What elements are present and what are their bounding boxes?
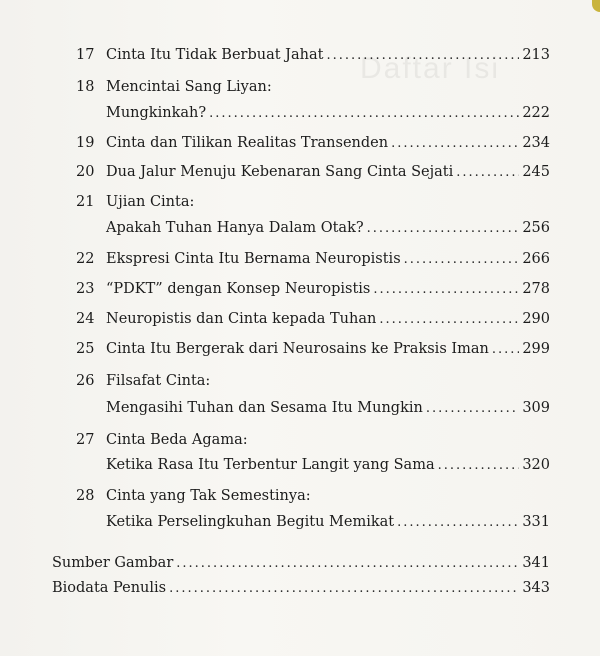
dot-leader [492,340,519,360]
toc-entry-line[interactable] [106,512,550,533]
page-corner-mark [592,0,600,12]
entry-title: Mungkinkah? [106,105,207,121]
entry-number: 21 [76,194,95,210]
toc-entry-line[interactable] [106,398,550,419]
toc-entry-line[interactable] [106,103,550,124]
entry-number: 28 [76,488,95,504]
entry-number: 22 [76,251,95,267]
toc-entry-line[interactable] [106,339,550,360]
entry-title: Sumber Gambar [52,555,174,571]
page-number: 331 [522,514,550,530]
entry-title: Cinta Beda Agama: [106,432,248,448]
page-number: 341 [522,555,550,571]
entry-number: 20 [76,164,95,180]
page-number: 256 [522,220,550,236]
page-number: 245 [522,164,550,180]
dot-leader [176,554,519,574]
page-number: 290 [522,311,550,327]
dot-leader [379,310,519,330]
page-number: 299 [522,341,550,357]
dot-leader [367,219,520,239]
dot-leader [438,456,520,476]
dot-leader [404,250,520,270]
entry-number: 26 [76,373,95,389]
entry-title: “PDKT” dengan Konsep Neuropistis [106,281,371,297]
entry-title: Cinta yang Tak Semestinya: [106,488,311,504]
entry-title: Ekspresi Cinta Itu Bernama Neuropistis [106,251,401,267]
entry-title: Neuropistis dan Cinta kepada Tuhan [106,311,377,327]
dot-leader [397,513,519,533]
dot-leader [373,280,519,300]
toc-entry-line[interactable] [106,249,550,270]
entry-title: Cinta dan Tilikan Realitas Transenden [106,135,389,151]
page-number: 266 [522,251,550,267]
dot-leader [169,579,519,599]
entry-title: Dua Jalur Menuju Kebenaran Sang Cinta Sejati [106,164,454,180]
entry-title: Biodata Penulis [52,580,167,596]
entry-number: 19 [76,135,95,151]
toc-entry-line[interactable] [106,455,550,476]
toc-entry-line[interactable] [106,218,550,239]
entry-number: 23 [76,281,95,297]
toc-backmatter-line[interactable] [52,578,550,599]
entry-title: Cinta Itu Tidak Berbuat Jahat [106,47,324,63]
page-number: 343 [522,580,550,596]
entry-number: 25 [76,341,95,357]
dot-leader [456,163,519,183]
entry-title: Ketika Rasa Itu Terbentur Langit yang Sama [106,457,435,473]
page-number: 320 [522,457,550,473]
dot-leader [426,399,519,419]
entry-number: 18 [76,79,95,95]
entry-title: Apakah Tuhan Hanya Dalam Otak? [106,220,364,236]
bleed-through-heading: Daftar Isi [360,52,501,85]
entry-title: Filsafat Cinta: [106,373,211,389]
page-number: 234 [522,135,550,151]
toc-backmatter-line[interactable] [52,553,550,574]
entry-title: Mengasihi Tuhan dan Sesama Itu Mungkin [106,400,423,416]
page-number: 222 [522,105,550,121]
toc-entry-line[interactable] [106,45,550,66]
entry-title: Ketika Perselingkuhan Begitu Memikat [106,514,395,530]
toc-entry-line[interactable] [106,309,550,330]
toc-entry-line[interactable] [106,162,550,183]
toc-entry-line[interactable] [106,279,550,300]
entry-title: Ujian Cinta: [106,194,195,210]
dot-leader [326,46,519,66]
page-number: 309 [522,400,550,416]
page-number: 213 [522,47,550,63]
entry-title: Mencintai Sang Liyan: [106,79,272,95]
entry-number: 24 [76,311,95,327]
dot-leader [209,104,519,124]
entry-title: Cinta Itu Bergerak dari Neurosains ke Praksis Iman [106,341,489,357]
dot-leader [391,134,519,154]
page-number: 278 [522,281,550,297]
entry-number: 27 [76,432,95,448]
entry-number: 17 [76,47,95,63]
toc-entry-line[interactable] [106,133,550,154]
